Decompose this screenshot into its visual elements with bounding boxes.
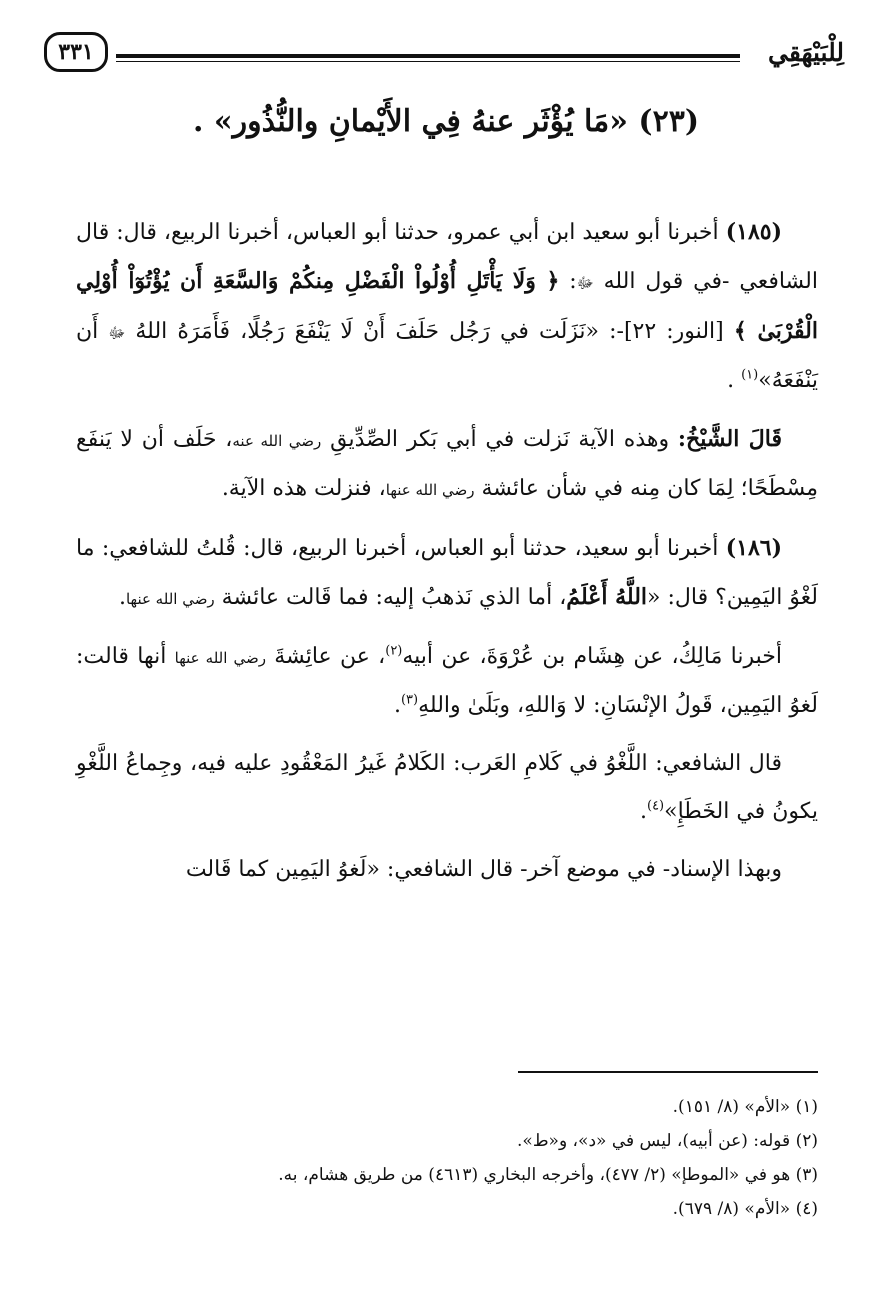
allah-alam-phrase: اللَّهُ أَعْلَمُ — [566, 584, 648, 610]
text-run: أخبرنا أبو سعيد، حدثنا أبو العباس، أخبرنا الربيع، قال: قُلتُ للشافعي: ما لَغْوُ اليَمِين؟ قال: « — [76, 536, 818, 610]
paragraph-shafii-laghw — [76, 740, 818, 836]
paragraph-186 — [76, 524, 818, 623]
footnote-ref: (٢) — [385, 643, 403, 659]
paragraph-185 — [76, 208, 818, 405]
text-run: وبهذا الإسناد- في موضع آخر- قال الشافعي: «لَغوُ اليَمِين كما قَالت — [185, 857, 782, 882]
hadith-number: (١٨٥) — [725, 219, 782, 245]
paragraph-isnad — [76, 846, 818, 894]
footnote-item: (٤) «الأم» (٨/ ٦٧٩). — [672, 1199, 818, 1219]
page-number: ٣٣١ — [44, 32, 108, 72]
footnote-ref: (٤) — [646, 798, 665, 814]
text-run: أخبرنا مَالِكُ، عن هِشَام بن عُرْوَةَ، عن أبيه — [402, 644, 782, 669]
honorific: رضي الله عنها — [385, 481, 475, 499]
paragraph-malik — [76, 633, 818, 730]
honorific: ﷻ — [108, 324, 126, 342]
text-run: أَن يَنْفَعَهُ» — [76, 319, 818, 393]
footnote-item: (١) «الأم» (٨/ ١٥١). — [672, 1097, 818, 1117]
text-run: ، عن عائِشةَ — [265, 644, 386, 669]
text-run: [النور: ٢٢]-: «نَزَلَت في رَجُل حَلَفَ أَنْ لَا يَنْفَعَ رَجُلًا، فَأَمَرَهُ اللهُ — [125, 319, 734, 344]
text-run: : — [559, 269, 577, 294]
running-head: لِلْبَيْهَقِي — [768, 38, 844, 67]
honorific: رضي الله عنها — [125, 590, 215, 608]
text-run: . — [639, 799, 647, 824]
text-run: وهذه الآية نَزلت في أبي بَكر الصِّدِّيقِ — [321, 427, 678, 452]
quran-verse: ﴿ وَلَا يَأْتَلِ أُوْلُواْ الْفَضْلِ مِنكُمْ وَالسَّعَةِ أَن يُؤْتُوٓاْ أُوْلِي الْقُرْبَىٰ ﴾ — [76, 268, 818, 344]
footnotes — [76, 1090, 818, 1226]
footnote-item: (٢) قوله: (عن أبيه)، ليس في «د»، و«ط». — [517, 1131, 818, 1151]
speaker-label: قَالَ الشَّيْخُ: — [677, 426, 782, 452]
page-header — [44, 30, 844, 74]
honorific: ﷻ — [576, 274, 594, 292]
footnote-separator — [518, 1071, 818, 1073]
header-rule-thin — [116, 61, 740, 62]
main-text — [76, 208, 818, 904]
footnote-item: (٣) هو في «الموطإ» (٢/ ٤٧٧)، وأخرجه البخاري (٤٦١٣) من طريق هشام، به. — [278, 1165, 818, 1185]
honorific: رضي الله عنها — [174, 649, 266, 667]
chapter-title: (٢٣) «مَا يُؤْثَر عنهُ فِي الأَيْمانِ والنُّذُور» . — [192, 104, 700, 139]
footnote-ref: (١) — [741, 367, 759, 383]
paragraph-shaykh — [76, 415, 818, 514]
text-run: ، حَلَف أن لا يَنفَع مِسْطَحًا؛ لِمَا كان مِنه في شأن عائشة — [76, 427, 818, 501]
hadith-number: (١٨٦) — [725, 535, 782, 561]
text-run: أنها قالت: لَغوُ اليَمِين، قَولُ الإنْسَانِ: لا وَاللهِ، وبَلَىٰ واللهِ — [76, 644, 818, 718]
text-run: قال الشافعي: اللَّغْوُ في كَلامِ العَرب: الكَلامُ غَيرُ المَعْقُودِ عليه فيه، وجِماعُ اللَّغْوِ يكونُ في الخَطَإِ» — [76, 751, 818, 824]
header-rule-thick — [116, 54, 740, 58]
text-run: . — [727, 368, 742, 393]
text-run: . — [118, 585, 126, 610]
text-run: . — [393, 693, 401, 718]
text-run: ، فنزلت هذه الآية. — [221, 476, 386, 501]
footnote-ref: (٣) — [400, 692, 419, 708]
text-run: ، أما الذي نَذهبُ إليه: فما قَالت عائشة — [214, 585, 567, 610]
text-run: أخبرنا أبو سعيد ابن أبي عمرو، حدثنا أبو العباس، أخبرنا الربيع، قال: قال الشافعي -في قول الله — [76, 220, 818, 294]
honorific: رضي الله عنه — [232, 432, 322, 450]
